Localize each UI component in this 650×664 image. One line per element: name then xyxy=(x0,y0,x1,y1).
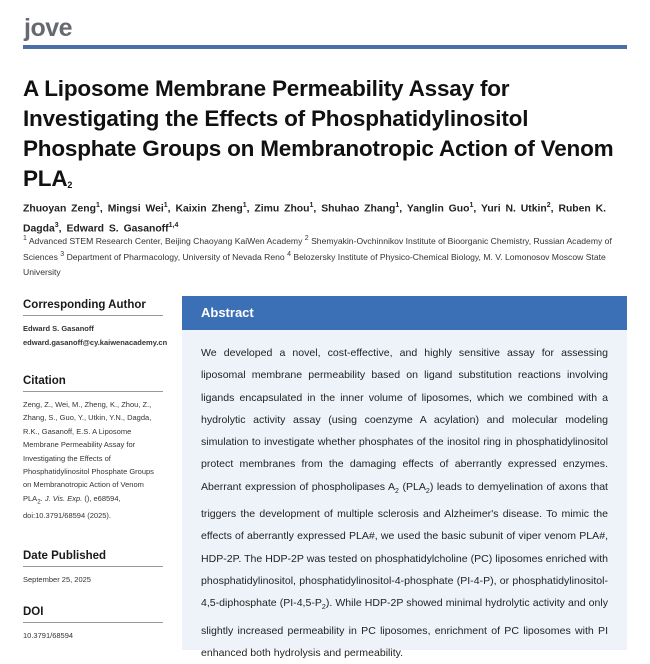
author-affiliation-marker: 1 xyxy=(242,202,247,209)
date-published-section xyxy=(23,550,163,586)
citation-heading: Citation xyxy=(23,375,163,392)
logo-text: jove xyxy=(24,14,73,42)
author-affiliation-marker: 1 xyxy=(309,202,314,209)
author-name[interactable]: Shuhao Zhang xyxy=(321,203,396,215)
author-affiliation-marker: 2 xyxy=(546,202,551,209)
affiliation-text: Shemyakin-Ovchinnikov Institute of Bioorganic Chemistry, Russian Academy of Sciences xyxy=(23,235,612,263)
citation-text: Zeng, Z., Wei, M., Zheng, K., Zhou, Z., Zhang, S., Guo, Y., Utkin, Y.N., Dagda, R.K., Gasanoff, E.S. A Liposome Membrane Permeability Assay for Investigating the Effects of Phosphatidylinositol Phosphate Groups on Membranotropic Action of Venom $PLA_2$. J. Vis. Exp. (), e68594, doi:10.3791/68594 (2025). xyxy=(23,400,154,520)
doi-section xyxy=(23,606,163,642)
author-affiliation-marker: 1 xyxy=(96,202,100,209)
citation-section xyxy=(23,375,163,522)
doi-heading: DOI xyxy=(23,606,163,623)
author-name[interactable]: Yanglin Guo xyxy=(406,203,470,215)
affiliation-number: 2 xyxy=(304,235,309,242)
abstract-body xyxy=(182,330,627,660)
author-name[interactable]: Kaixin Zheng xyxy=(175,203,243,215)
header-divider xyxy=(23,45,627,49)
affiliation-text: Advanced STEM Research Center, Beijing Chaoyang KaiWen Academy xyxy=(28,235,303,246)
author-affiliation-marker: 1 xyxy=(163,202,168,209)
doi-value[interactable]: 10.3791/68594 xyxy=(23,631,74,640)
abstract-text: We developed a novel, cost-effective, and highly sensitive assay for assessing liposomal membrane permeability based on ligand substitution reactions involving ligands encapsulated in the inner volume of liposomes, which we combined with a hydrolytic activity assay (using coenzyme A acylation) and molecular modeling simulation to investigate whether phosphates of the inositol ring in phosphatidylinositol protect membranes from the damaging effects of aberrantly expressed enzymes. Aberrant expression of phospholipases $A_2$ $(PLA_2)$ leads to demyelination of axons that triggers the development of multiple sclerosis and Alzheimer's disease. To mimic the effects of aberrantly expressed PLA#, we used the basic subunit of viper venom PLA#, HDP-2P. The HDP-2P was tested on phosphatidylcholine (PC) liposomes enriched with phosphatidylinositol, phosphatidylinositol-4-phosphate (PI-4-P), or phosphatidylinositol-4,5-diphosphate $(PI-4,5-P_2)$. While HDP-2P showed minimal hydrolytic activity and only slightly increased permeability in PC liposomes, enrichment of PC liposomes with PI enhanced both hydrolysis and permeability. xyxy=(201,347,608,660)
author-affiliation-marker: 1 xyxy=(395,202,400,209)
affiliation-text: Department of Pharmacology, University of Nevada Reno xyxy=(66,252,285,263)
author-affiliation-marker: 1,4 xyxy=(168,222,179,230)
author-name[interactable]: Zhuoyan Zeng xyxy=(23,203,96,215)
corresponding-author-name: Edward S. Gasanoff xyxy=(23,324,94,333)
author-name[interactable]: Zimu Zhou xyxy=(254,203,310,215)
corresponding-author-section xyxy=(23,299,168,349)
date-published-value: September 25, 2025 xyxy=(23,575,91,584)
affiliations xyxy=(23,232,628,279)
affiliation-number: 1 xyxy=(23,235,27,242)
date-published-heading: Date Published xyxy=(23,550,163,567)
author-name[interactable]: Yuri N. Utkin xyxy=(480,203,547,215)
author-list: Zhuoyan Zeng$^1$, Mingsi Wei$^1$, Kaixin Zheng$^1$, Zimu Zhou$^1$, Shuhao Zhang$^1$, Yanglin Guo$^1$, Yuri N. Utkin$^2$, Ruben K. Dagda$^3$, Edward S. Gasanoff$^{1,4}$ xyxy=(23,202,607,235)
corresponding-author-heading: Corresponding Author xyxy=(23,299,163,316)
author-affiliation-marker: 1 xyxy=(469,202,474,209)
author-name[interactable]: Edward S. Gasanoff xyxy=(66,223,169,235)
author-name[interactable]: Ruben K. Dagda xyxy=(23,203,607,235)
affiliation-number: 3 xyxy=(60,251,65,259)
corresponding-author-email[interactable]: edward.gasanoff@cy.kaiwenacademy.cn xyxy=(23,338,168,347)
jove-logo[interactable] xyxy=(24,14,72,42)
author-name[interactable]: Mingsi Wei xyxy=(107,203,164,215)
abstract-heading: Abstract xyxy=(201,305,254,320)
abstract-header xyxy=(182,296,627,330)
article-title: A Liposome Membrane Permeability Assay for Investigating the Effects of Phosphatidylinositol Phosphate Groups on Membranotropic Action of Venom $PLA_2$ xyxy=(23,76,614,191)
author-affiliation-marker: 3 xyxy=(54,222,59,230)
affiliation-number: 4 xyxy=(287,251,291,259)
affiliation-text: Belozersky Institute of Physico-Chemical Biology, M. V. Lomonosov Moscow State University xyxy=(23,252,606,277)
